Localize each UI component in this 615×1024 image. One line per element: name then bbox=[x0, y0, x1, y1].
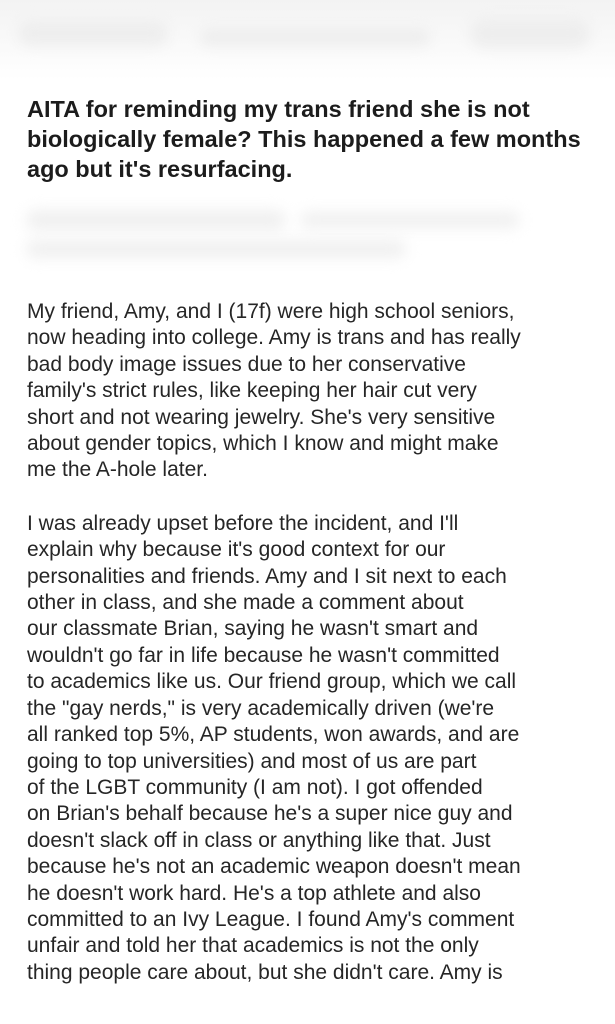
post-body bbox=[27, 299, 602, 1013]
post-paragraph-1: My friend, Amy, and I (17f) were high school seniors, now heading into college. Amy is trans and has really bad body image issues due to her conservative family's strict rules, like keeping her hair cut very short and not wearing jewelry. She's very sensitive about gender topics, which I know and might make me the A-hole later. bbox=[27, 300, 521, 482]
post-paragraph-2: I was already upset before the incident, and I'll explain why because it's good context for our personalities and friends. Amy and I sit next to each other in class, and she made a comment about our classmate Brian, saying he wasn't smart and wouldn't go far in life because he wasn't committed to academics like us. Our friend group, which we call the "gay nerds," is very academically driven (we're all ranked top 5%, AP students, won awards, and are going to top universities) and most of us are part of the LGBT community (I am not). I got offended on Brian's behalf because he's a super nice guy and doesn't slack off in class or anything like that. Just because he's not an academic weapon doesn't mean he doesn't work hard. He's a top athlete and also committed to an Ivy League. I found Amy's comment unfair and told her that academics is not the only thing people care about, but she didn't care. Amy is bbox=[27, 511, 521, 984]
blurred-header bbox=[0, 0, 615, 80]
blurred-post-meta bbox=[0, 200, 615, 290]
post-title: AITA for reminding my trans friend she is not biologically female? This happened a few months ago but it's resurfacing. bbox=[27, 96, 581, 182]
